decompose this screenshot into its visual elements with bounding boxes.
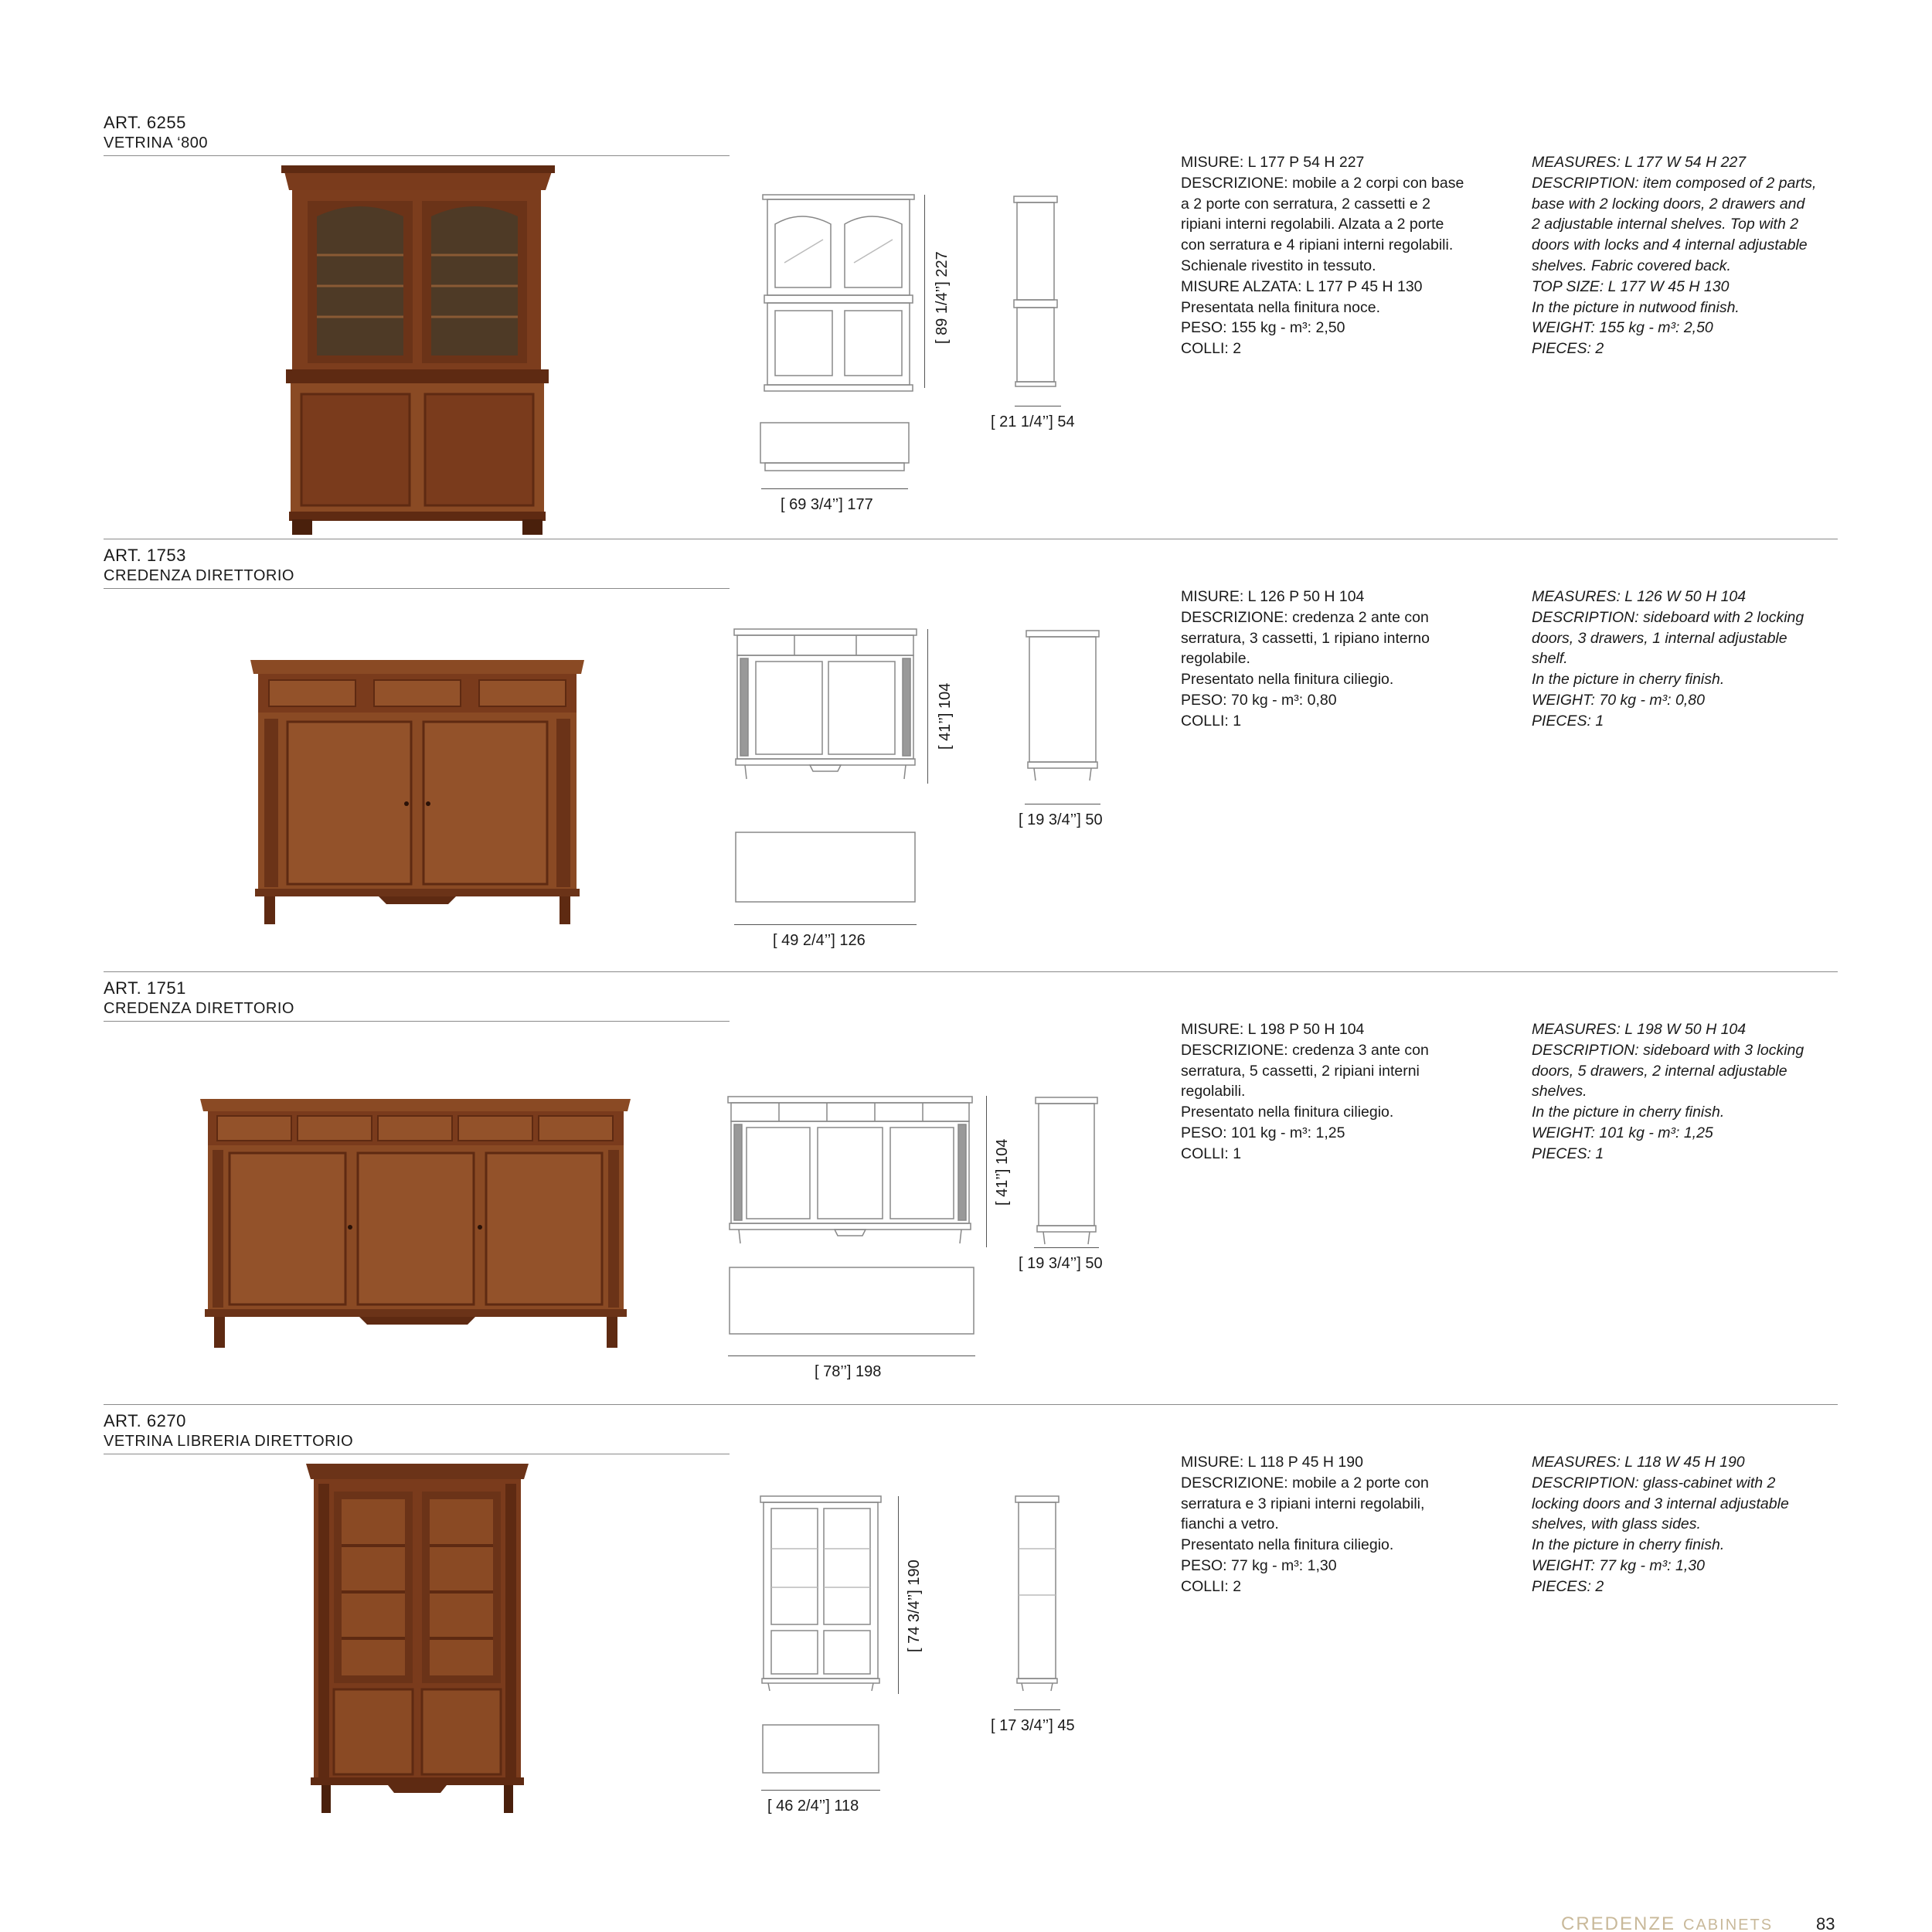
spec-english bbox=[1532, 587, 1864, 732]
spec-line: locking doors and 3 internal adjustable bbox=[1532, 1495, 1789, 1512]
spec-line: DESCRIPTION: glass-cabinet with 2 bbox=[1532, 1474, 1776, 1492]
front-elevation-drawing bbox=[759, 1495, 883, 1692]
article-code: ART. 1753 bbox=[104, 546, 186, 565]
product-section-6255 bbox=[0, 0, 1932, 541]
height-dimension-line bbox=[927, 629, 928, 784]
front-elevation-drawing bbox=[726, 1095, 974, 1247]
spec-line: regolabili. bbox=[1181, 1083, 1246, 1100]
height-dimension-label: [ 74 3/4’’] 190 bbox=[906, 1560, 923, 1652]
side-elevation-drawing bbox=[1014, 1495, 1060, 1692]
front-elevation-drawing bbox=[733, 628, 918, 782]
spec-line: doors with locks and 4 internal adjustable bbox=[1532, 236, 1808, 254]
spec-line: PIECES: 1 bbox=[1532, 1145, 1604, 1162]
footer-section-it: CREDENZE bbox=[1561, 1913, 1676, 1932]
article-code: ART. 1751 bbox=[104, 978, 186, 998]
spec-line: In the picture in cherry finish. bbox=[1532, 1104, 1725, 1121]
side-elevation-drawing bbox=[1034, 1096, 1099, 1247]
spec-line: shelves, with glass sides. bbox=[1532, 1515, 1701, 1533]
article-name: VETRINA LIBRERIA DIRETTORIO bbox=[104, 1433, 354, 1450]
spec-line: PIECES: 1 bbox=[1532, 712, 1604, 730]
front-elevation-drawing bbox=[761, 193, 916, 394]
spec-line: fianchi a vetro. bbox=[1181, 1515, 1279, 1533]
spec-line: COLLI: 1 bbox=[1181, 712, 1242, 730]
width-dimension-label: [ 49 2/4’’] 126 bbox=[773, 932, 866, 949]
product-section-1753 bbox=[0, 541, 1932, 974]
depth-dimension-label: [ 19 3/4’’] 50 bbox=[1019, 811, 1103, 828]
spec-line: Presentata nella finitura noce. bbox=[1181, 298, 1380, 316]
spec-line: Presentato nella finitura ciliegio. bbox=[1181, 671, 1394, 689]
spec-line: PESO: 77 kg - m³: 1,30 bbox=[1181, 1556, 1337, 1574]
spec-line: In the picture in cherry finish. bbox=[1532, 1536, 1725, 1554]
title-rule bbox=[104, 155, 730, 156]
width-dimension-label: [ 46 2/4’’] 118 bbox=[767, 1798, 859, 1815]
spec-line: COLLI: 2 bbox=[1181, 1577, 1242, 1595]
width-dimension-line bbox=[761, 1790, 880, 1791]
footer-section-en: CABINETS bbox=[1683, 1917, 1774, 1932]
side-elevation-drawing bbox=[1012, 195, 1059, 388]
spec-italian bbox=[1181, 587, 1505, 732]
spec-line: WEIGHT: 70 kg - m³: 0,80 bbox=[1532, 691, 1705, 709]
spec-line: base with 2 locking doors, 2 drawers and bbox=[1532, 195, 1805, 213]
spec-line: MISURE: L 118 P 45 H 190 bbox=[1181, 1454, 1363, 1471]
spec-line: DESCRIZIONE: mobile a 2 corpi con base bbox=[1181, 174, 1464, 192]
spec-line: DESCRIPTION: sideboard with 3 locking bbox=[1532, 1041, 1804, 1059]
spec-line: TOP SIZE: L 177 W 45 H 130 bbox=[1532, 277, 1730, 295]
spec-line: MISURE: L 198 P 50 H 104 bbox=[1181, 1021, 1365, 1038]
spec-line: ripiani interni regolabili. Alzata a 2 porte bbox=[1181, 216, 1444, 233]
depth-dimension-label: [ 19 3/4’’] 50 bbox=[1019, 1255, 1103, 1272]
spec-line: DESCRIZIONE: credenza 3 ante con bbox=[1181, 1041, 1429, 1059]
spec-italian bbox=[1181, 1019, 1505, 1165]
width-dimension-line bbox=[761, 488, 908, 489]
spec-line: DESCRIZIONE: mobile a 2 porte con bbox=[1181, 1474, 1429, 1492]
spec-line: MISURE ALZATA: L 177 P 45 H 130 bbox=[1181, 277, 1423, 295]
spec-line: MISURE: L 126 P 50 H 104 bbox=[1181, 588, 1365, 605]
spec-line: doors, 5 drawers, 2 internal adjustable bbox=[1532, 1062, 1787, 1080]
spec-line: MISURE: L 177 P 54 H 227 bbox=[1181, 154, 1365, 171]
height-dimension-label: [ 41’’] 104 bbox=[937, 682, 954, 750]
depth-dimension-label: [ 21 1/4’’] 54 bbox=[991, 413, 1075, 430]
spec-english bbox=[1532, 152, 1864, 359]
spec-line: DESCRIZIONE: credenza 2 ante con bbox=[1181, 608, 1429, 626]
title-rule bbox=[104, 588, 730, 589]
width-dimension-label: [ 69 3/4’’] 177 bbox=[781, 496, 873, 513]
spec-line: WEIGHT: 77 kg - m³: 1,30 bbox=[1532, 1556, 1705, 1574]
height-dimension-line bbox=[924, 195, 925, 388]
spec-line: PIECES: 2 bbox=[1532, 340, 1604, 358]
plan-view-drawing bbox=[734, 831, 917, 905]
plan-view-drawing bbox=[728, 1266, 975, 1337]
height-dimension-label: [ 89 1/4’’] 227 bbox=[934, 251, 951, 344]
spec-line: WEIGHT: 155 kg - m³: 2,50 bbox=[1532, 319, 1713, 337]
article-name: CREDENZA DIRETTORIO bbox=[104, 1000, 294, 1017]
spec-english bbox=[1532, 1019, 1864, 1165]
spec-line: serratura, 5 cassetti, 2 ripiani interni bbox=[1181, 1062, 1420, 1080]
spec-line: DESCRIPTION: item composed of 2 parts, bbox=[1532, 174, 1817, 192]
footer-section-title bbox=[1561, 1913, 1773, 1932]
spec-italian bbox=[1181, 152, 1505, 359]
article-name: CREDENZA DIRETTORIO bbox=[104, 567, 294, 584]
spec-italian bbox=[1181, 1452, 1505, 1597]
spec-line: WEIGHT: 101 kg - m³: 1,25 bbox=[1532, 1124, 1713, 1141]
product-photo bbox=[278, 162, 556, 537]
width-dimension-label: [ 78’’] 198 bbox=[815, 1363, 882, 1380]
depth-dimension-line bbox=[1014, 1709, 1060, 1710]
spec-line: doors, 3 drawers, 1 internal adjustable bbox=[1532, 629, 1787, 647]
spec-line: In the picture in nutwood finish. bbox=[1532, 298, 1740, 316]
spec-line: serratura, 3 cassetti, 1 ripiano interno bbox=[1181, 629, 1430, 647]
spec-line: a 2 porte con serratura, 2 cassetti e 2 bbox=[1181, 195, 1431, 213]
depth-dimension-label: [ 17 3/4’’] 45 bbox=[991, 1717, 1075, 1734]
spec-line: con serratura e 4 ripiani interni regolabili. bbox=[1181, 236, 1454, 254]
article-name: VETRINA ‘800 bbox=[104, 134, 208, 151]
product-photo bbox=[197, 1096, 634, 1351]
product-photo bbox=[247, 657, 587, 927]
spec-line: PIECES: 2 bbox=[1532, 1577, 1604, 1595]
side-elevation-drawing bbox=[1025, 629, 1100, 784]
spec-line: shelves. bbox=[1532, 1083, 1587, 1100]
height-dimension-label: [ 41’’] 104 bbox=[994, 1138, 1011, 1206]
spec-line: PESO: 101 kg - m³: 1,25 bbox=[1181, 1124, 1345, 1141]
width-dimension-line bbox=[734, 924, 917, 925]
spec-line: COLLI: 1 bbox=[1181, 1145, 1242, 1162]
spec-line: PESO: 155 kg - m³: 2,50 bbox=[1181, 319, 1345, 337]
spec-line: PESO: 70 kg - m³: 0,80 bbox=[1181, 691, 1337, 709]
spec-line: MEASURES: L 126 W 50 H 104 bbox=[1532, 588, 1747, 605]
plan-view-drawing bbox=[759, 421, 910, 474]
spec-line: Schienale rivestito in tessuto. bbox=[1181, 257, 1376, 274]
height-dimension-line bbox=[986, 1096, 987, 1247]
spec-line: Presentato nella finitura ciliegio. bbox=[1181, 1536, 1394, 1554]
spec-line: In the picture in cherry finish. bbox=[1532, 671, 1725, 689]
product-section-1751 bbox=[0, 974, 1932, 1406]
depth-dimension-line bbox=[1034, 1247, 1099, 1248]
spec-line: DESCRIPTION: sideboard with 2 locking bbox=[1532, 608, 1804, 626]
width-dimension-line bbox=[728, 1355, 975, 1356]
article-code: ART. 6270 bbox=[104, 1411, 186, 1430]
spec-line: COLLI: 2 bbox=[1181, 340, 1242, 358]
spec-line: Presentato nella finitura ciliegio. bbox=[1181, 1104, 1394, 1121]
page-number: 83 bbox=[1816, 1914, 1835, 1932]
section-divider bbox=[104, 1404, 1838, 1405]
height-dimension-line bbox=[898, 1496, 899, 1694]
spec-line: MEASURES: L 198 W 50 H 104 bbox=[1532, 1021, 1747, 1038]
spec-line: shelf. bbox=[1532, 650, 1568, 668]
article-code: ART. 6255 bbox=[104, 113, 186, 132]
section-divider bbox=[104, 971, 1838, 972]
spec-line: MEASURES: L 118 W 45 H 190 bbox=[1532, 1454, 1745, 1471]
spec-line: regolabile. bbox=[1181, 650, 1250, 668]
spec-line: serratura e 3 ripiani interni regolabili, bbox=[1181, 1495, 1425, 1512]
product-photo bbox=[303, 1461, 532, 1816]
spec-line: MEASURES: L 177 W 54 H 227 bbox=[1532, 154, 1747, 171]
plan-view-drawing bbox=[761, 1723, 880, 1776]
spec-line: shelves. Fabric covered back. bbox=[1532, 257, 1731, 274]
title-rule bbox=[104, 1021, 730, 1022]
spec-line: 2 adjustable internal shelves. Top with 2 bbox=[1532, 216, 1799, 233]
spec-english bbox=[1532, 1452, 1864, 1597]
product-section-6270 bbox=[0, 1406, 1932, 1847]
